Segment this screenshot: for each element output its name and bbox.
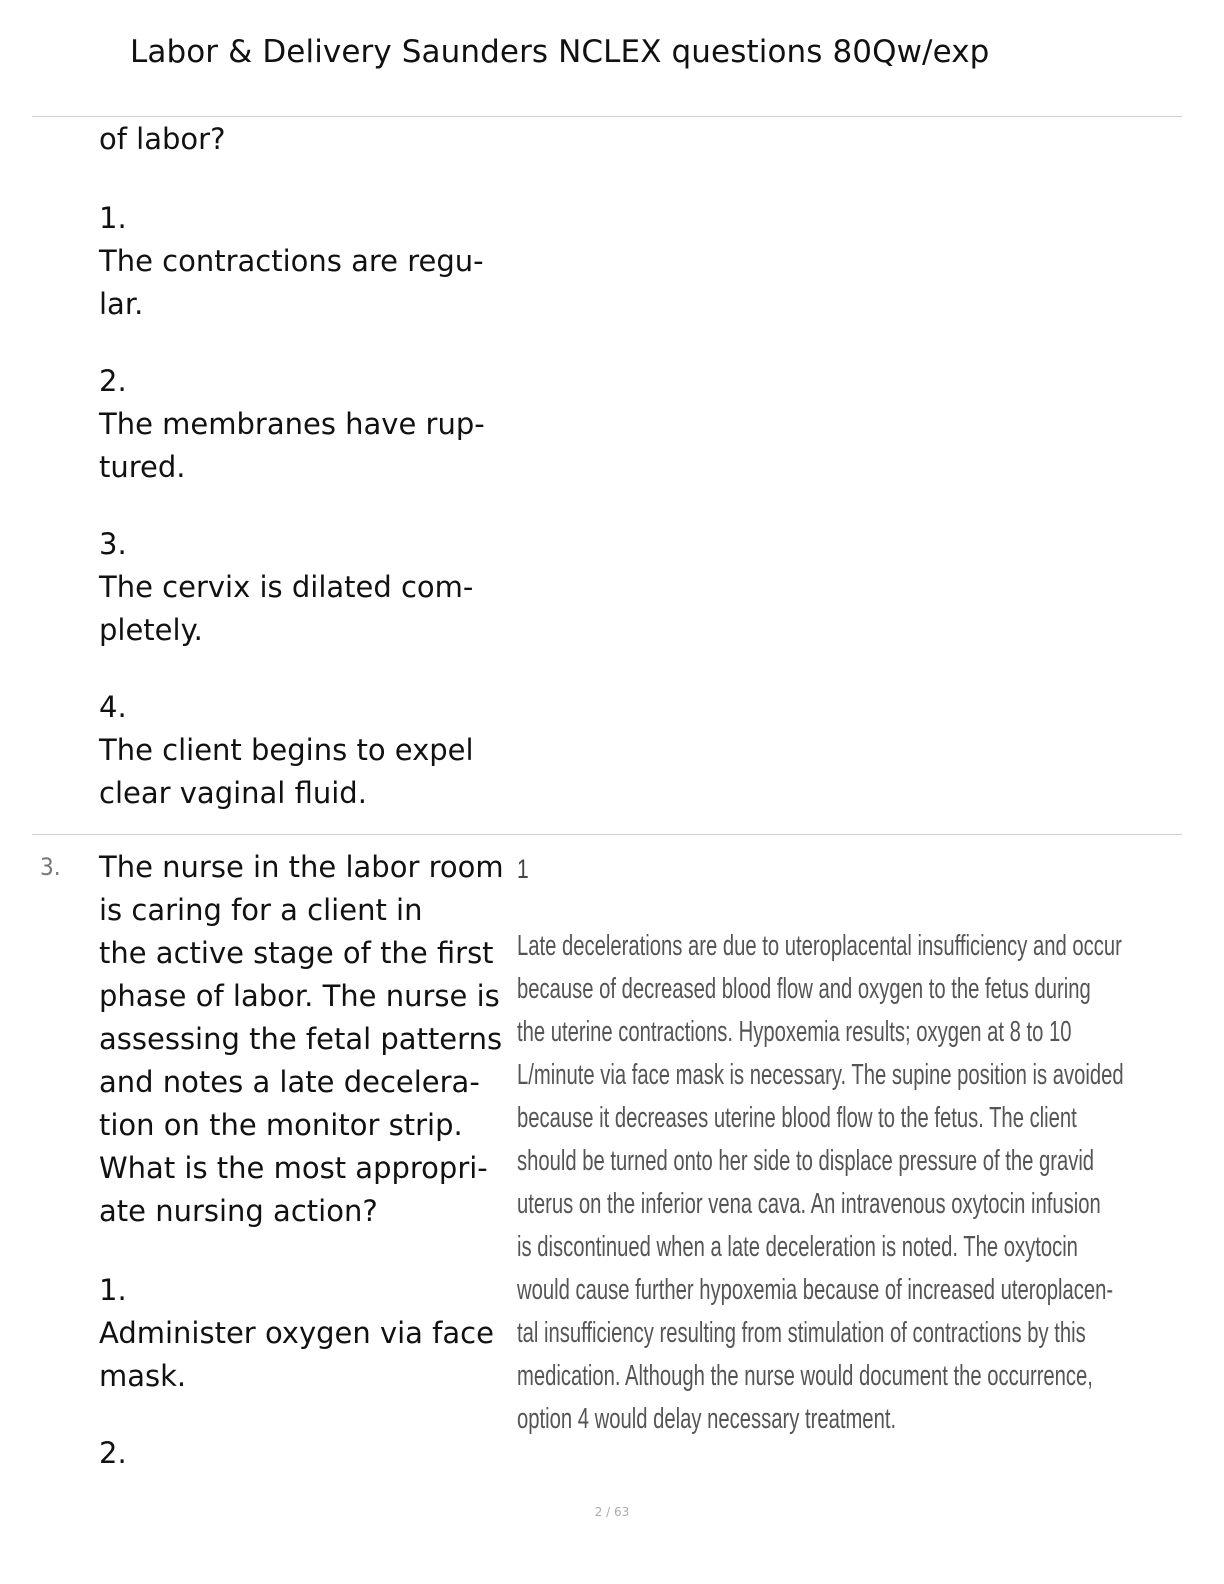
correct-answer: 1 bbox=[517, 854, 529, 884]
page-indicator: 2 / 63 bbox=[594, 1505, 630, 1519]
option-number: 1. bbox=[99, 1273, 127, 1307]
option-number: 1. bbox=[99, 201, 127, 235]
option-number: 2. bbox=[99, 364, 127, 398]
option-text: The cervix is dilated com- pletely. bbox=[99, 570, 474, 647]
option-number: 3. bbox=[99, 527, 127, 561]
answer-option-3 bbox=[99, 523, 504, 652]
answer-option-2 bbox=[99, 360, 504, 489]
option-text: The client begins to expel clear vaginal fluid. bbox=[99, 733, 474, 810]
answer-option-1 bbox=[99, 1269, 504, 1398]
answer-option-4 bbox=[99, 686, 504, 815]
answer-explanation: Late decelerations are due to uteroplacental insufficiency and occur because of decreased blood flow and oxygen to the fetus during the uterine contractions. Hypoxemia results; oxygen at 8 to 10 L/minute via face mask is necessary. The supine position is avoided because it decreases uterine blood flow to the fetus. The client should be turned onto her side to displace pressure of the gravid uterus on the inferior vena cava. An intravenous oxytocin infusion is discontinued when a late deceleration is noted. The oxytocin would cause further hypoxemia because of increased uteroplacen- tal insufficiency resulting from stimulation of contractions by this medication. Although the nurse would document the occurrence, option 4 would delay necessary treatment. bbox=[517, 930, 1124, 1435]
option-number: 4. bbox=[99, 690, 127, 724]
section-divider bbox=[32, 116, 1182, 117]
answer-option-1 bbox=[99, 197, 504, 326]
option-text: Administer oxygen via face mask. bbox=[99, 1316, 494, 1393]
question-stem-continuation: of labor? bbox=[99, 122, 226, 156]
question-stem: The nurse in the labor room is caring for a client in the active stage of the first phase of labor. The nurse is assessing the fetal patterns and notes a late decelera- tion on the monitor strip. What is the most appropri- ate nursing action? bbox=[99, 850, 504, 1228]
option-number: 2. bbox=[99, 1436, 127, 1470]
option-text: The membranes have rup- tured. bbox=[99, 407, 485, 484]
option-text: The contractions are regu- lar. bbox=[99, 244, 484, 321]
document-title: Labor & Delivery Saunders NCLEX questions 80Qw/exp bbox=[130, 34, 990, 70]
question-number: 3. bbox=[40, 853, 61, 881]
section-divider bbox=[32, 834, 1182, 835]
answer-option-2 bbox=[99, 1432, 504, 1475]
